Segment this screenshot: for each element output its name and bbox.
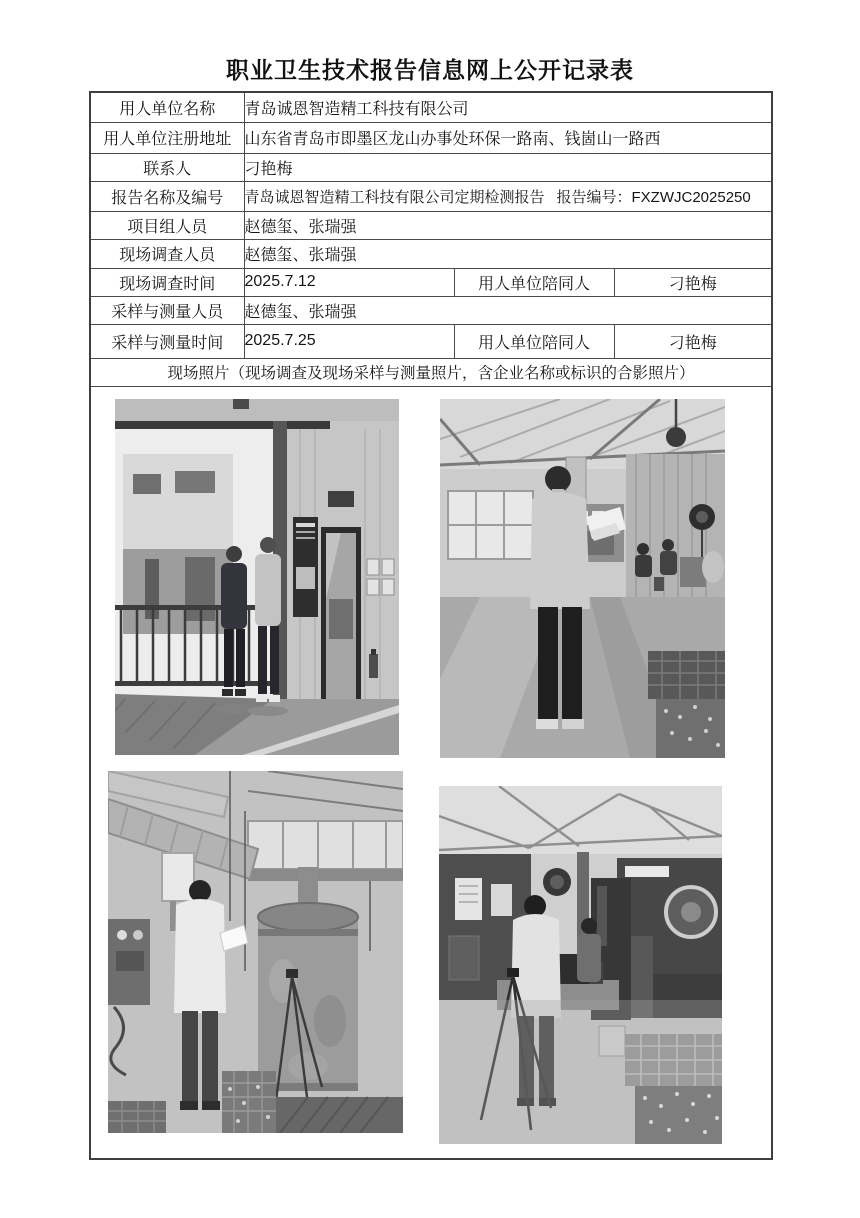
field-value-sampling-accompany: 刁艳梅 bbox=[614, 324, 772, 358]
field-label-project-team: 项目组人员 bbox=[90, 211, 244, 239]
field-value-survey-date: 2025.7.12 bbox=[244, 268, 454, 296]
field-value-employer-name: 青岛诚恩智造精工科技有限公司 bbox=[244, 92, 772, 122]
field-value-contact-person: 刁艳梅 bbox=[244, 153, 772, 181]
field-value-sampling-date: 2025.7.25 bbox=[244, 324, 454, 358]
report-number: 报告编号：FXZWJC2025250 bbox=[556, 188, 751, 206]
factory-entrance-group-photo bbox=[115, 399, 399, 755]
field-label-survey-accompany: 用人单位陪同人 bbox=[454, 268, 614, 296]
field-label-survey-staff: 现场调查人员 bbox=[90, 239, 244, 268]
field-value-employer-address: 山东省青岛市即墨区龙山办事处环保一路南、钱崮山一路西 bbox=[244, 122, 772, 153]
photos-caption: 现场照片（现场调查及现场采样与测量照片，含企业名称或标识的合影照片） bbox=[90, 358, 772, 386]
workshop-survey-photo bbox=[440, 399, 725, 758]
furnace-sampling-photo bbox=[108, 771, 403, 1133]
report-name: 青岛诚恩智造精工科技有限公司定期检测报告 bbox=[244, 188, 545, 206]
press-workshop-sampling-photo bbox=[439, 786, 722, 1144]
field-label-contact-person: 联系人 bbox=[90, 153, 244, 181]
page-title: 职业卫生技术报告信息网上公开记录表 bbox=[226, 57, 634, 83]
field-value-survey-accompany: 刁艳梅 bbox=[614, 268, 772, 296]
field-label-survey-date: 现场调查时间 bbox=[90, 268, 244, 296]
field-label-sampling-accompany: 用人单位陪同人 bbox=[454, 324, 614, 358]
field-label-employer-address: 用人单位注册地址 bbox=[90, 122, 244, 153]
field-value-sampling-staff: 赵德玺、张瑞强 bbox=[244, 296, 772, 324]
photos-grid bbox=[91, 387, 771, 1158]
field-label-report-name-number: 报告名称及编号 bbox=[90, 181, 244, 211]
field-label-employer-name: 用人单位名称 bbox=[90, 92, 244, 122]
field-value-project-team: 赵德玺、张瑞强 bbox=[244, 211, 772, 239]
field-label-sampling-staff: 采样与测量人员 bbox=[90, 296, 244, 324]
field-value-survey-staff: 赵德玺、张瑞强 bbox=[244, 239, 772, 268]
record-table bbox=[89, 91, 773, 1160]
field-value-report-name-number bbox=[244, 181, 772, 211]
field-label-sampling-date: 采样与测量时间 bbox=[90, 324, 244, 358]
